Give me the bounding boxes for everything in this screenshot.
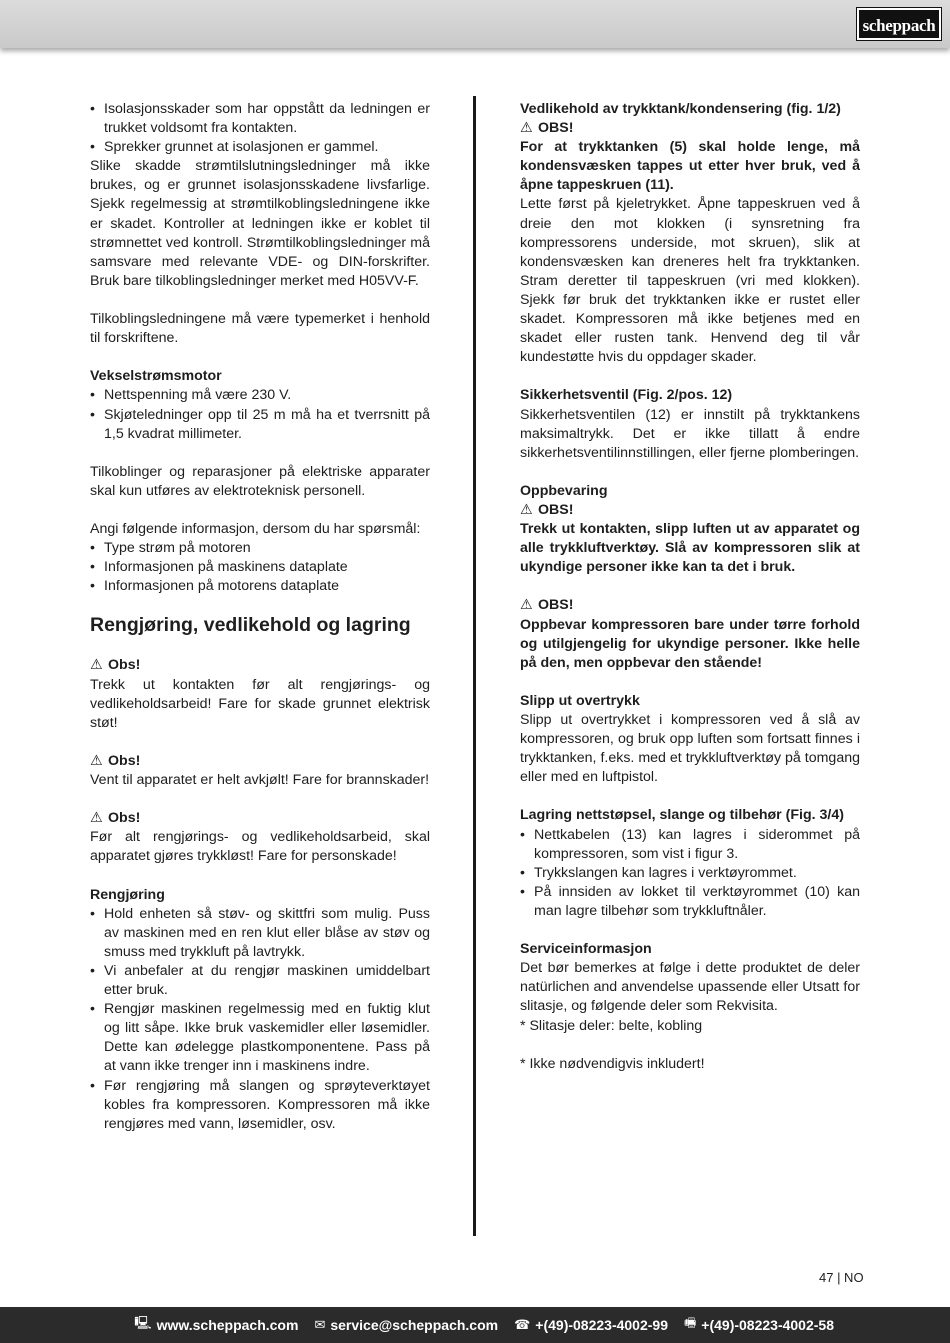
tank-heading: Vedlikehold av trykktank/kondensering (fig. 1/2) xyxy=(520,101,841,117)
list-item: • Før rengjøring må slangen og sprøyteverktøyet kobles fra kompressoren. Kompressoren må ikke rengjøres med vann, løsemidler, osv. xyxy=(90,1077,430,1134)
list-item: • Hold enheten så støv- og skittfri som mulig. Puss av maskinen med en ren klut eller blåse av støv og smuss med trykkluft på lavtrykk. xyxy=(90,905,430,962)
service-paragraph: Det bør bemerkes at følge i dette produktet de deler natürlichen and anvendelse upassende eller Utsatt for slitasje, og følgende deler som Rekvisita. xyxy=(520,960,860,1015)
list-item: • Rengjør maskinen regelmessig med en fuktig klut og litt såpe. Ikke bruk vaskemidler eller løsemidler. Dette kan ødelegge plastkomponentene. Pass på at vann ikke trenger inn i maskinens indre. xyxy=(90,1000,430,1076)
warning-heading: ⚠ OBS! xyxy=(520,596,860,615)
fax-icon: 🖷 xyxy=(684,1315,697,1330)
info-list xyxy=(90,539,430,596)
list-item: • Type strøm på motoren xyxy=(90,539,430,558)
warning-heading: ⚠ Obs! xyxy=(90,656,430,675)
intro-list xyxy=(90,100,430,157)
service-wear-parts: * Slitasje deler: belte, kobling xyxy=(520,1017,703,1034)
section-title: Rengjøring, vedlikehold og lagring xyxy=(90,614,411,637)
warning-heading: ⚠ OBS! xyxy=(520,501,860,520)
scheppach-logo: scheppach xyxy=(857,8,941,40)
warning-triangle-icon: ⚠ xyxy=(520,597,533,614)
list-item: • Nettspenning må være 230 V. xyxy=(90,386,430,405)
valve-heading: Sikkerhetsventil (Fig. 2/pos. 12) xyxy=(520,387,733,404)
cleaning-list xyxy=(90,905,430,1134)
storage-heading: Oppbevaring xyxy=(520,482,608,499)
list-item: • Informasjonen på maskinens dataplate xyxy=(90,558,430,577)
page-header xyxy=(0,0,950,48)
storage-warning-text: Oppbevar kompressoren bare under tørre forhold og utilgjengelig for ukyndige personer. Ikke helle på den, men oppbevar den stående! xyxy=(520,616,860,671)
telephone-icon: ☎ xyxy=(514,1317,531,1332)
footer-phone-text: +(49)-08223-4002-99 xyxy=(535,1317,668,1333)
typemark-paragraph: Tilkoblingsledningene må være typemerket i henhold til forskriftene. xyxy=(90,311,430,347)
list-item: • Sprekker grunnet at isolasjonen er gammel. xyxy=(90,138,430,157)
list-item: • Nettkabelen (13) kan lagres i siderommet på kompressoren, som vist i figur 3. xyxy=(520,826,860,864)
right-column xyxy=(520,100,860,1074)
cable-paragraph: Slike skadde strømtilslutningsledninger må ikke brukes, og er grunnet isolasjonsskadene livsfarlige. Sjekk regelmessig at strømtilkoblingsledningene ikke er skadet. Kontroller at ledningen ikke er koblet til strømnettet ved kontroll. Strømtilkoblingsledninger må samsvare med relevante VDE- og DIN-forskrifter. Bruk bare tilkoblingsledninger merket med H05VV-F. xyxy=(90,158,430,289)
column-divider xyxy=(473,96,476,1236)
footer-email-text: service@scheppach.com xyxy=(330,1317,499,1333)
ac-motor-heading: Vekselstrømsmotor xyxy=(90,368,222,385)
footer-phone xyxy=(514,1317,668,1333)
list-item: • På innsiden av lokket til verktøyrommet (10) kan man lagre tilbehør som trykkluftnåler. xyxy=(520,883,860,921)
list-item: • Isolasjonsskader som har oppstått da ledningen er trukket voldsomt fra kontakten. xyxy=(90,100,430,138)
list-item: • Informasjonen på motorens dataplate xyxy=(90,577,430,596)
warning-text: Trekk ut kontakten før alt rengjørings- og vedlikeholdsarbeid! Fare for skade grunnet elektrisk støt! xyxy=(90,676,430,731)
warning-triangle-icon: ⚠ xyxy=(520,501,533,518)
page-number: 47 | NO xyxy=(819,1270,864,1285)
service-note: * Ikke nødvendigvis inkludert! xyxy=(520,1055,705,1072)
warning-triangle-icon: ⚠ xyxy=(90,752,103,769)
left-column xyxy=(90,100,430,1134)
overpressure-paragraph: Slipp ut overtrykket i kompressoren ved å slå av kompressoren, og bruk opp luften som fortsatt finnes i trykktanken, f.eks. med et trykkluftverktøy på tomgang eller med en luftpistol. xyxy=(520,712,860,786)
warning-heading: ⚠ OBS! xyxy=(520,119,860,138)
list-item: • Skjøteledninger opp til 25 m må ha et tverrsnitt på 1,5 kvadrat millimeter. xyxy=(90,406,430,444)
repair-paragraph: Tilkoblinger og reparasjoner på elektriske apparater skal kun utføres av elektroteknisk personell. xyxy=(90,463,430,499)
warning-text: Før alt rengjørings- og vedlikeholdsarbeid, skal apparatet gjøres trykkløst! Fare for personskade! xyxy=(90,829,430,865)
plug-storage-list xyxy=(520,826,860,921)
plug-storage-heading: Lagring nettstøpsel, slange og tilbehør (Fig. 3/4) xyxy=(520,807,844,824)
overpressure-heading: Slipp ut overtrykk xyxy=(520,692,640,709)
footer-fax-text: +(49)-08223-4002-58 xyxy=(701,1317,834,1333)
storage-warning-text: Trekk ut kontakten, slipp luften ut av apparatet og alle trykkluftverktøy. Slå av kompressoren slik at ukyndige personer ikke kan ta det i bruk. xyxy=(520,521,860,576)
tank-paragraph: Lette først på kjeletrykket. Åpne tappeskruen ved å dreie den mot klokken (i synsretning fra kompressorens underside, mot skruen), slik at kondensvæsken kan dreneres helt fra trykktanken. Stram deretter til tappeskruen (vri med klokken). Sjekk før bruk det trykktanken ikke er rustet eller skadet. Kompressoren må ikke betjenes med en skadet eller rusten tank. Henvend deg til vår kundestøtte hvis du oppdager skader. xyxy=(520,196,860,366)
service-heading: Serviceinformasjon xyxy=(520,941,652,958)
warning-triangle-icon: ⚠ xyxy=(520,120,533,137)
list-item: • Vi anbefaler at du rengjør maskinen umiddelbart etter bruk. xyxy=(90,962,430,1000)
valve-paragraph: Sikkerhetsventilen (12) er innstilt på trykktankens maksimaltrykk. Det er ikke tillatt å endre sikkerhetsventilinnstillingen, eller fjerne plomberingen. xyxy=(520,406,860,461)
warning-heading: ⚠ Obs! xyxy=(90,752,430,771)
envelope-icon: ✉ xyxy=(314,1317,326,1332)
footer-fax xyxy=(684,1314,834,1336)
ac-motor-list xyxy=(90,386,430,443)
computer-icon: 🖳 xyxy=(134,1315,152,1330)
footer-web-text: www.scheppach.com xyxy=(156,1317,299,1333)
footer-web[interactable] xyxy=(134,1314,298,1336)
warning-text: Vent til apparatet er helt avkjølt! Fare for brannskader! xyxy=(90,772,430,788)
warning-heading: ⚠ Obs! xyxy=(90,809,430,828)
info-paragraph: Angi følgende informasjon, dersom du har spørsmål: xyxy=(90,521,421,538)
warning-triangle-icon: ⚠ xyxy=(90,810,103,827)
cleaning-heading: Rengjøring xyxy=(90,886,165,903)
page-footer xyxy=(0,1307,950,1343)
tank-warning-text: For at trykktanken (5) skal holde lenge, må kondensvæsken tappes ut etter hver bruk, ved å åpne tappeskruen (11). xyxy=(520,139,860,194)
footer-email[interactable] xyxy=(314,1317,498,1333)
warning-triangle-icon: ⚠ xyxy=(90,657,103,674)
list-item: • Trykkslangen kan lagres i verktøyrommet. xyxy=(520,864,860,883)
